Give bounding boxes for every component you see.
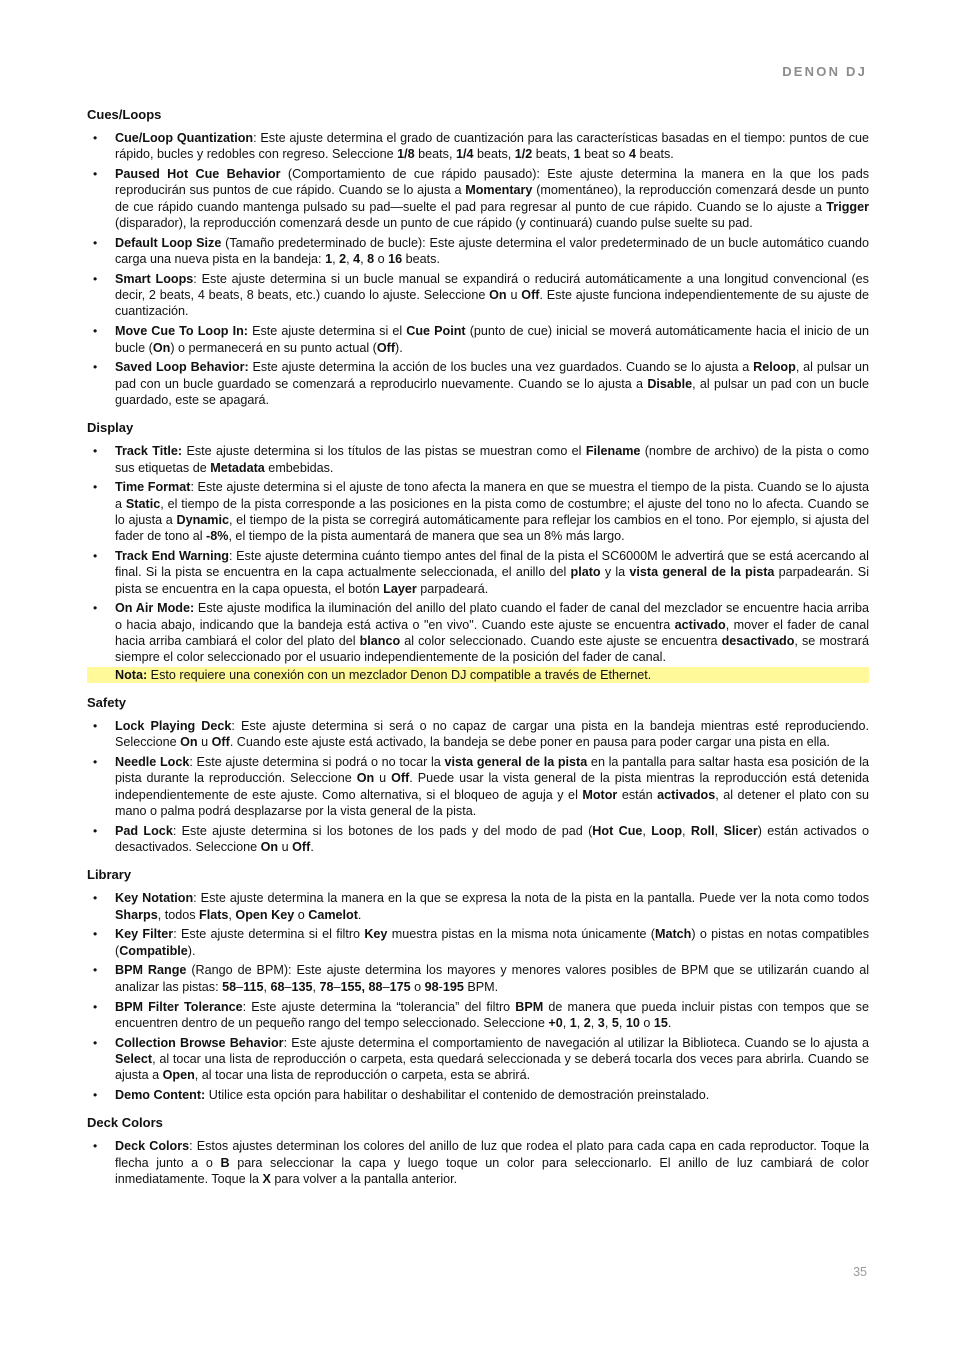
section-heading-deck-colors: Deck Colors (87, 1115, 163, 1131)
list-item: • Paused Hot Cue Behavior (Comportamiento de cue rápido pausado): Este ajuste determina la manera en la que los pads reproducirán sus puntos de cue rápido. Cuando se lo ajusta a Momentary (momentáneo), la reproducción comenzará desde un punto de cue rápido cuando mantenga pulsado su pad—suelte el pad para regresar al punto de cue rápido. Cuando se lo ajuste a Trigger (disparador), la reproducción comenzará desde un punto de cue rápido (y continuará) cuando pulse suelte su pad. (87, 166, 869, 231)
list-item: • Move Cue To Loop In: Este ajuste determina si el Cue Point (punto de cue) inicial se moverá automáticamente hacia el inicio de un bucle (On) o permanecerá en su punto actual (Off). (87, 323, 869, 356)
list-item: • Lock Playing Deck: Este ajuste determina si será o no capaz de cargar una pista en la bandeja mientras esté reproduciendo. Seleccione On u Off. Cuando este ajuste está activado, la bandeja se debe poner en pausa para poder cargar una pista en ella. (87, 718, 869, 751)
section-heading-cues-loops: Cues/Loops (87, 107, 162, 122)
denon-dj-logo: DENON DJ (782, 64, 867, 79)
list-item: • Track Title: Este ajuste determina si los títulos de las pistas se muestran como el Filename (nombre de archivo) de la pista o como sus etiquetas de Metadata embebidas. (87, 443, 869, 476)
list-item: • Cue/Loop Quantization: Este ajuste determina el grado de cuantización para las características basadas en el tiempo: puntos de cue rápido, bucles y redobles con regreso. Seleccione 1/8 beats, 1/4 beats, 1/2 beats, 1 beat so 4 beats. (87, 130, 869, 163)
list-item: • Collection Browse Behavior: Este ajuste determina el comportamiento de navegación al utilizar la Biblioteca. Cuando se lo ajusta a Select, al tocar una lista de reproducción o carpeta, esta quedará seleccionada y se deberá tocarla dos veces para abrirla. Cuando se ajusta a Open, al tocar una lista de reproducción o carpeta, esta se abrirá. (87, 1035, 869, 1084)
list-item: • Time Format: Este ajuste determina si el ajuste de tono afecta la manera en que se muestra el tiempo de la pista. Cuando se lo ajusta a Static, el tiempo de la pista corresponde a las posiciones en la pista como de costumbre; el ajuste del tono no lo afecta. Cuando se lo ajusta a Dynamic, el tiempo de la pista se corregirá automáticamente para reflejar los cambios en el tono. Por ejemplo, si ajusta del fader de tono al -8%, el tiempo de la pista aumentará de manera que sea un 8% más largo. (87, 479, 869, 544)
bullet-list-library (87, 890, 869, 1103)
page-number: 35 (853, 1265, 867, 1279)
document-body (87, 107, 869, 1199)
list-item: • Pad Lock: Este ajuste determina si los botones de los pads y del modo de pad (Hot Cue, Loop, Roll, Slicer) están activados o desactivados. Seleccione On u Off. (87, 823, 869, 856)
list-item: • Key Notation: Este ajuste determina la manera en la que se expresa la nota de la pista en la pantalla. Puede ver la nota como todos Sharps, todos Flats, Open Key o Camelot. (87, 890, 869, 923)
bullet-list-display (87, 443, 869, 683)
section-heading-safety: Safety (87, 694, 127, 710)
list-item: • Default Loop Size (Tamaño predeterminado de bucle): Este ajuste determina el valor predeterminado de un bucle automático cuando carga una nueva pista en la bandeja: 1, 2, 4, 8 o 16 beats. (87, 235, 869, 268)
bullet-list-safety (87, 718, 869, 855)
list-item: • Deck Colors: Estos ajustes determinan los colores del anillo de luz que rodea el plato para cada capa en cada reproductor. Toque la flecha junto a o B para seleccionar la capa y luego toque un color para seleccionarlo. El anillo de luz cambiará de color inmediatamente. Toque la X para volver a la pantalla anterior. (87, 1138, 869, 1187)
list-item: • Demo Content: Utilice esta opción para habilitar o deshabilitar el contenido de demostración preinstalado. (87, 1087, 869, 1103)
list-item: • Needle Lock: Este ajuste determina si podrá o no tocar la vista general de la pista en la pantalla para saltar hasta esa posición de la pista durante la reproducción. Seleccione On u Off. Puede usar la vista general de la pista mientras la reproducción está detenida independientemente de este ajuste. Como alternativa, si el bloqueo de aguja y el Motor están activados, al detener el plato con su mano o palma podrá desplazarse por la vista general de la pista. (87, 754, 869, 819)
list-item: • Smart Loops: Este ajuste determina si un bucle manual se expandirá o reducirá automáticamente a una longitud convencional (es decir, 2 beats, 4 beats, 8 beats, etc.) cuando lo ajuste. Seleccione On u Off. Este ajuste funciona independientemente de su ajuste de cuantización. (87, 271, 869, 320)
bullet-list-deck-colors (87, 1138, 869, 1187)
section-heading-display: Display (87, 420, 134, 436)
list-item: • BPM Filter Tolerance: Este ajuste determina la “tolerancia” del filtro BPM de manera que pueda incluir pistas con tempos que se encuentren dentro de un pequeño rango del tempo seleccionado. Seleccione +0, 1, 2, 3, 5, 10 o 15. (87, 999, 869, 1032)
list-item: • Key Filter: Este ajuste determina si el filtro Key muestra pistas en la misma nota únicamente (Match) o pistas en notas compatibles (Compatible). (87, 926, 869, 959)
list-item: • Saved Loop Behavior: Este ajuste determina la acción de los bucles una vez guardados. Cuando se lo ajusta a Reloop, al pulsar un pad con un bucle guardado se comenzará a reproducirlo nuevamente. Cuando se lo ajusta a Disable, al pulsar un pad con un bucle guardado, este se apagará. (87, 359, 869, 408)
list-item: • On Air Mode: Este ajuste modifica la iluminación del anillo del plato cuando el fader de canal del mezclador se encuentre hacia arriba o hacia abajo, indicando que la bandeja está activa o "en vivo". Cuando este ajuste se encuentra activado, mover el fader de canal hacia arriba cambiará el color del plato del blanco al color seleccionado. Cuando este ajuste se encuentra desactivado, se mostrará siempre el color seleccionado por el usuario independientemente de la posición del fader de canal. Nota: Esto requiere una conexión con un mezclador Denon DJ compatible a través de Ethernet. (87, 600, 869, 682)
highlighted-note: Nota: Esto requiere una conexión con un mezclador Denon DJ compatible a través de Ethernet. (87, 667, 869, 683)
list-item: • BPM Range (Rango de BPM): Este ajuste determina los mayores y menores valores posibles de BPM que se utilizarán cuando al analizar las pistas: 58–115, 68–135, 78–155, 88–175 o 98-195 BPM. (87, 962, 869, 995)
section-heading-library: Library (87, 867, 132, 883)
bullet-list-cues-loops (87, 130, 869, 408)
list-item: • Track End Warning: Este ajuste determina cuánto tiempo antes del final de la pista el SC6000M le advertirá que se está acercando al final. Si la pista se encuentra en la capa actualmente seleccionada, el anillo del plato y la vista general de la pista parpadearán. Si pista se encuentra en la capa opuesta, el botón Layer parpadeará. (87, 548, 869, 597)
